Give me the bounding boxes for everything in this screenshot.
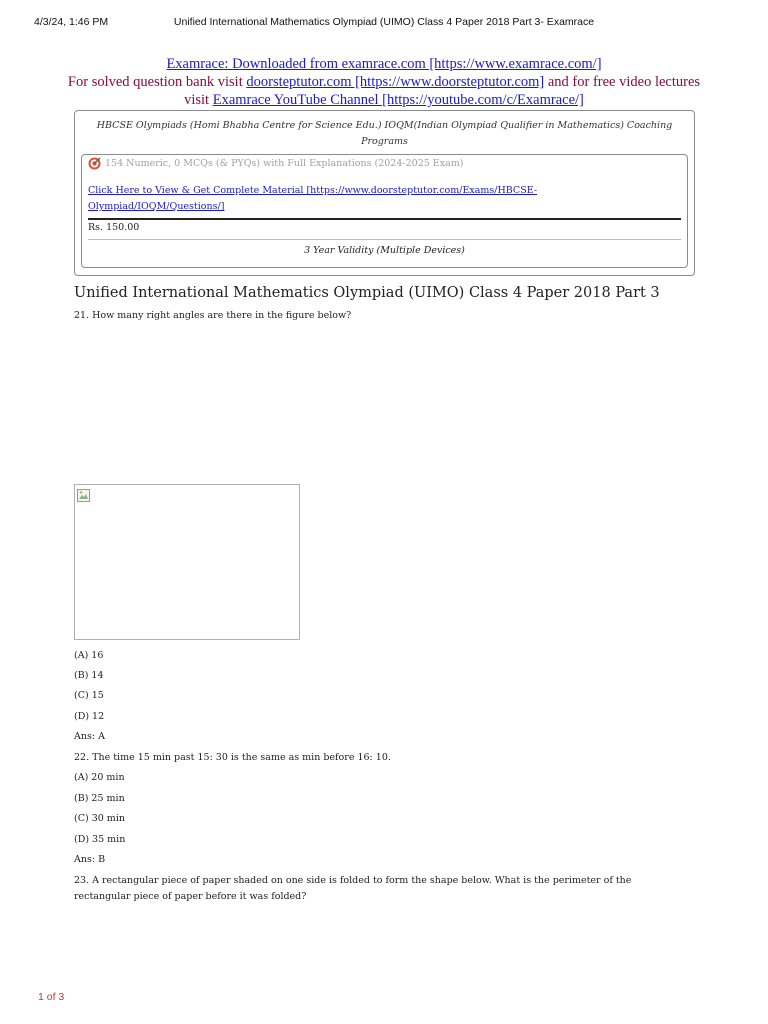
validity: 3 Year Validity (Multiple Devices) [304,245,465,256]
q23-question-line1: 23. A rectangular piece of paper shaded on one side is folded to form the shape below. What is the perimeter of the [74,875,632,886]
q21-option-a: (A) 16 [74,650,104,661]
q21-option-d: (D) 12 [74,711,105,722]
banner-line2-prefix: For solved question bank visit [67,74,243,90]
complete-material-link[interactable]: Click Here to View & Get Complete Material [https://www.doorsteptutor.com/Exams/HBCSE-Olympiad/IOQM/Questions/] [88,185,538,212]
banner-line3-prefix: visit [184,92,210,108]
q22-answer: Ans: B [74,854,106,865]
q23-question-line2: rectangular piece of paper before it was folded? [74,891,307,902]
banner-line2-suffix: and for free video lectures [547,74,701,90]
q21-question: 21. How many right angles are there in the figure below? [74,310,352,321]
youtube-channel-link[interactable]: Examrace YouTube Channel [https://youtube.com/c/Examrace/] [212,92,584,108]
promo-headline: 154 Numeric, 0 MCQs (& PYQs) with Full Explanations (2024-2025 Exam) [105,158,464,169]
q21-answer: Ans: A [74,731,105,742]
q22-option-d: (D) 35 min [74,834,126,845]
q21-option-b: (B) 14 [74,670,104,681]
print-datetime: 4/3/24, 1:46 PM [34,16,109,28]
page-number: 1 of 3 [38,991,65,1003]
examrace-link[interactable]: Examrace: Downloaded from examrace.com [https://www.examrace.com/] [166,56,602,72]
divider [88,218,681,220]
promo-inner-box [81,154,688,268]
q22-option-b: (B) 25 min [74,793,125,804]
print-header [34,16,734,30]
price: Rs. 150.00 [88,222,140,233]
target-icon [88,157,101,170]
broken-image-icon [77,487,90,500]
print-doc-title: Unified International Mathematics Olympiad (UIMO) Class 4 Paper 2018 Part 3- Examrace [173,16,595,28]
q22-option-a: (A) 20 min [74,772,125,783]
promo-box [74,110,695,276]
page-title: Unified International Mathematics Olympiad (UIMO) Class 4 Paper 2018 Part 3 [74,285,660,301]
examrace-banner [40,55,728,109]
promo-title: HBCSE Olympiads (Homi Bhabha Centre for Science Edu.) IOQM(Indian Olympiad Qualifier in Mathematics) Coaching Programs [96,120,673,147]
q22-option-c: (C) 30 min [74,813,125,824]
promo-headline-row [88,157,463,170]
divider [88,239,681,240]
doorsteptutor-link[interactable]: doorsteptutor.com [https://www.doorsteptutor.com] [246,74,545,90]
q21-figure-broken-image [74,484,300,640]
q21-option-c: (C) 15 [74,690,104,701]
q22-question: 22. The time 15 min past 15: 30 is the same as min before 16: 10. [74,752,391,763]
